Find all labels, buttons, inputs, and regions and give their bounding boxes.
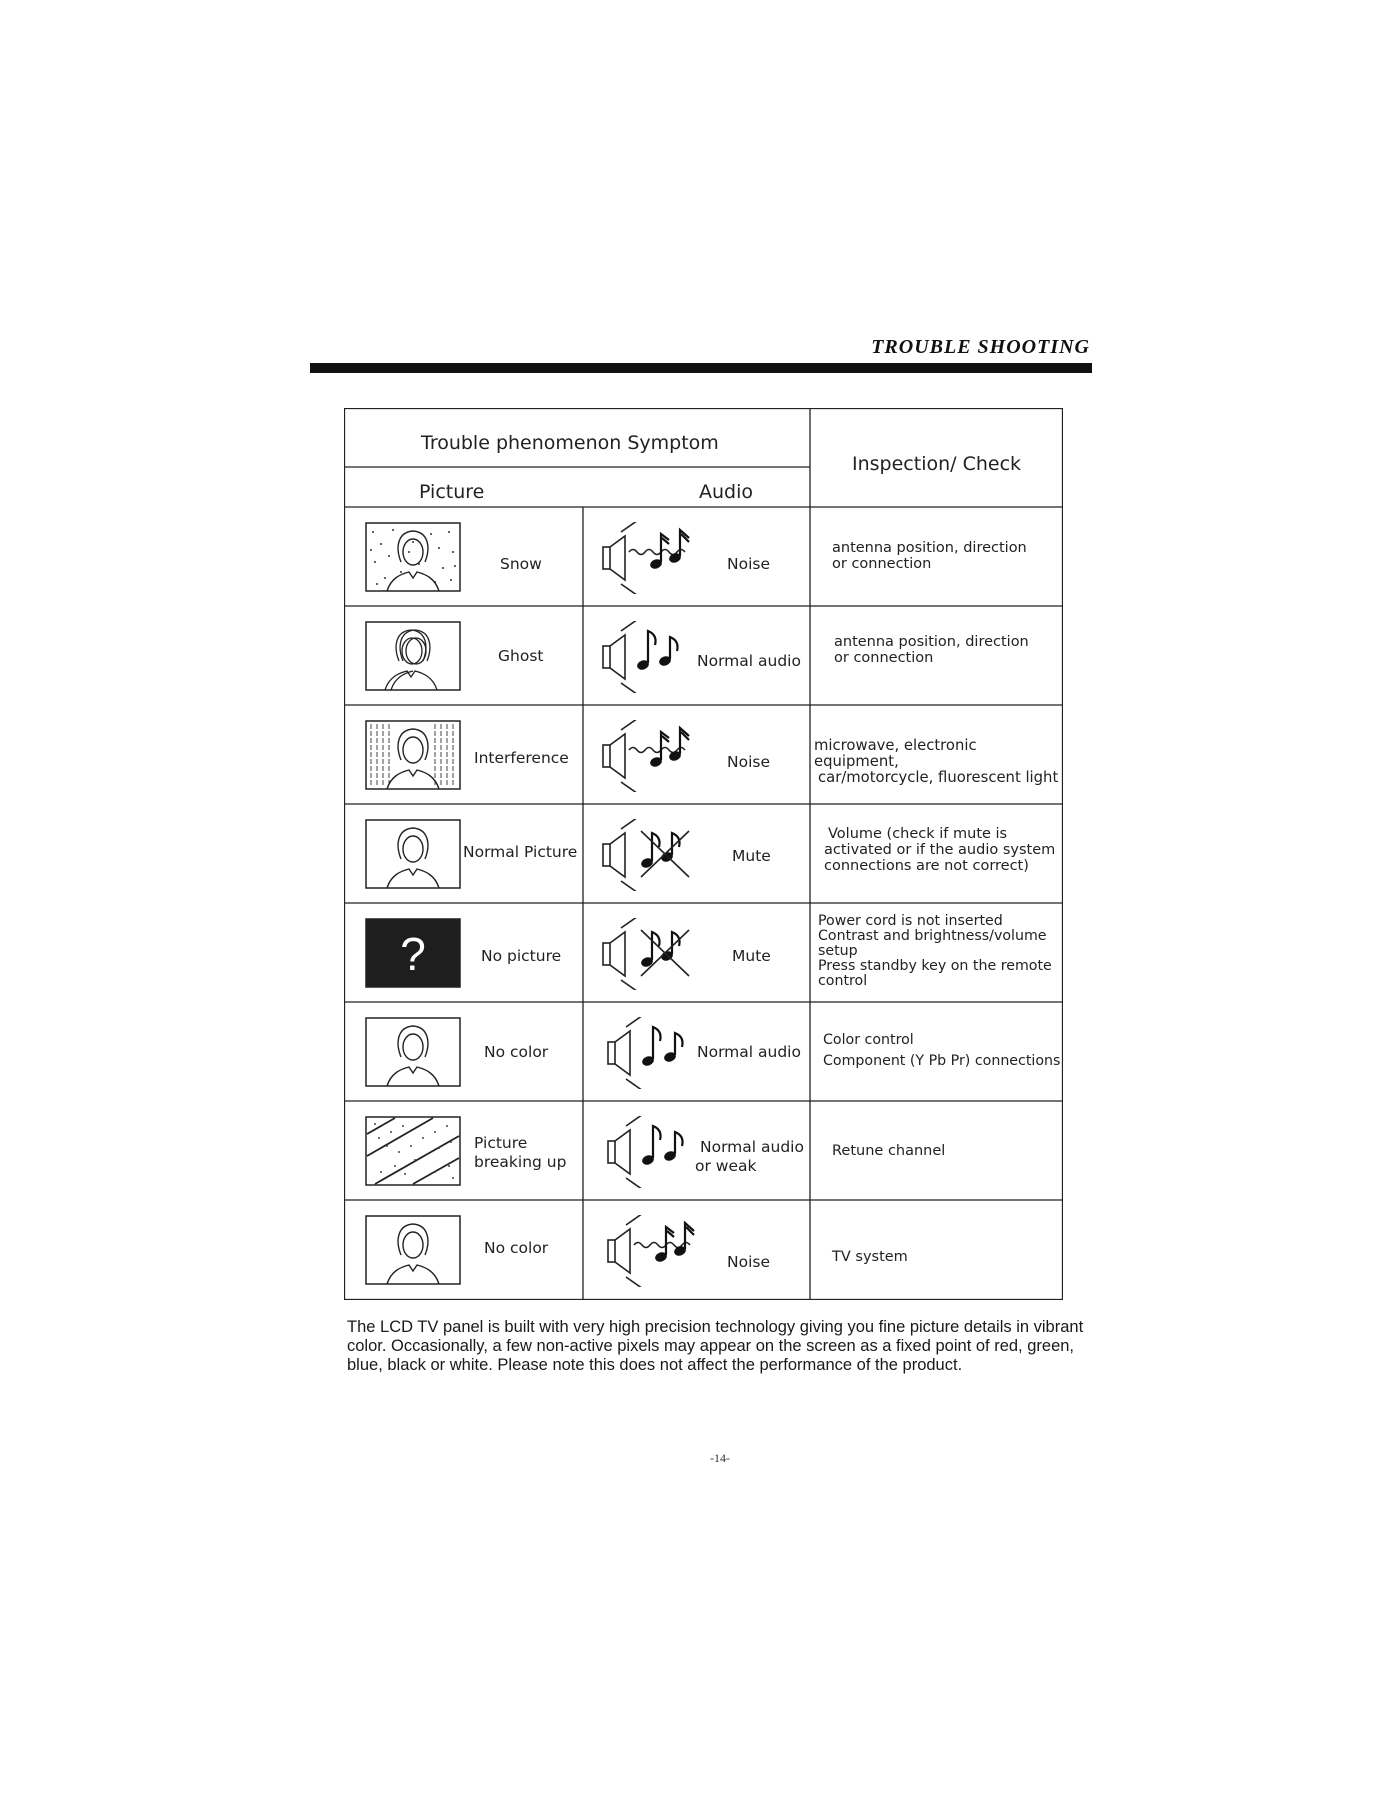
breaking-picture-icon — [365, 1116, 461, 1186]
mute-speaker-icon — [601, 819, 701, 891]
mute-speaker-icon — [601, 918, 701, 990]
audio-label: Mute — [732, 847, 771, 865]
troubleshooting-table — [344, 408, 1063, 1300]
audio-label: Noise — [727, 753, 770, 771]
picture-header: Picture — [419, 481, 485, 503]
normal-picture-icon — [365, 1215, 461, 1285]
normal-audio-speaker-icon — [601, 621, 701, 693]
section-title: TROUBLE SHOOTING — [871, 336, 1090, 358]
normal-picture-icon — [365, 819, 461, 889]
audio-label: Noise — [727, 1253, 770, 1271]
lcd-pixel-note: The LCD TV panel is built with very high precision technology giving you fine picture details in vibrant color. Occasionally, a few non-active pixels may appear on the screen as a fixed point of red, green, blue, black or white. Please note this does not affect the performance of the product. — [347, 1318, 1084, 1374]
no-picture-question-icon — [365, 918, 461, 988]
snow-picture-icon — [365, 522, 461, 592]
check-text: TV system — [832, 1249, 908, 1265]
interference-picture-icon — [365, 720, 461, 790]
ghost-picture-icon — [365, 621, 461, 691]
picture-label: No color — [484, 1239, 549, 1257]
audio-label: Mute — [732, 947, 771, 965]
check-text: Color control Component (Y Pb Pr) connections — [823, 1032, 1061, 1069]
noise-speaker-icon — [601, 720, 701, 792]
check-text: antenna position, direction or connection — [834, 634, 1029, 666]
normal-audio-speaker-icon — [606, 1017, 706, 1089]
audio-label: Noise — [727, 555, 770, 573]
audio-label: Normal audio or weak — [695, 1138, 804, 1175]
audio-label: Normal audio — [697, 1043, 801, 1061]
symptom-header: Trouble phenomenon Symptom — [421, 432, 719, 454]
picture-label: Interference — [474, 749, 569, 767]
audio-header: Audio — [699, 481, 754, 503]
picture-label: No color — [484, 1043, 549, 1061]
inspection-header: Inspection/ Check — [852, 453, 1022, 475]
check-text: microwave, electronic equipment, car/motorcycle, fluorescent light — [814, 737, 1059, 786]
noise-speaker-icon — [601, 522, 701, 594]
page-number: -14- — [710, 1451, 730, 1465]
title-rule — [310, 363, 1092, 373]
picture-label: Ghost — [498, 647, 544, 665]
question-mark: ? — [400, 928, 426, 980]
audio-label: Normal audio — [697, 652, 801, 670]
check-text: Retune channel — [832, 1143, 946, 1159]
picture-label: Normal Picture — [463, 843, 578, 861]
normal-picture-icon — [365, 1017, 461, 1087]
noise-speaker-icon — [606, 1215, 706, 1287]
picture-label: No picture — [481, 947, 562, 965]
picture-label: Snow — [500, 555, 542, 573]
picture-label: Picture breaking up — [474, 1134, 567, 1171]
check-text: antenna position, direction or connection — [832, 540, 1027, 572]
normal-audio-speaker-icon — [606, 1116, 706, 1188]
check-text: Volume (check if mute is activated or if the audio system connections are not correct) — [824, 826, 1056, 874]
check-text: Power cord is not inserted Contrast and brightness/volume setup Press standby key on the remote control — [818, 913, 1052, 989]
